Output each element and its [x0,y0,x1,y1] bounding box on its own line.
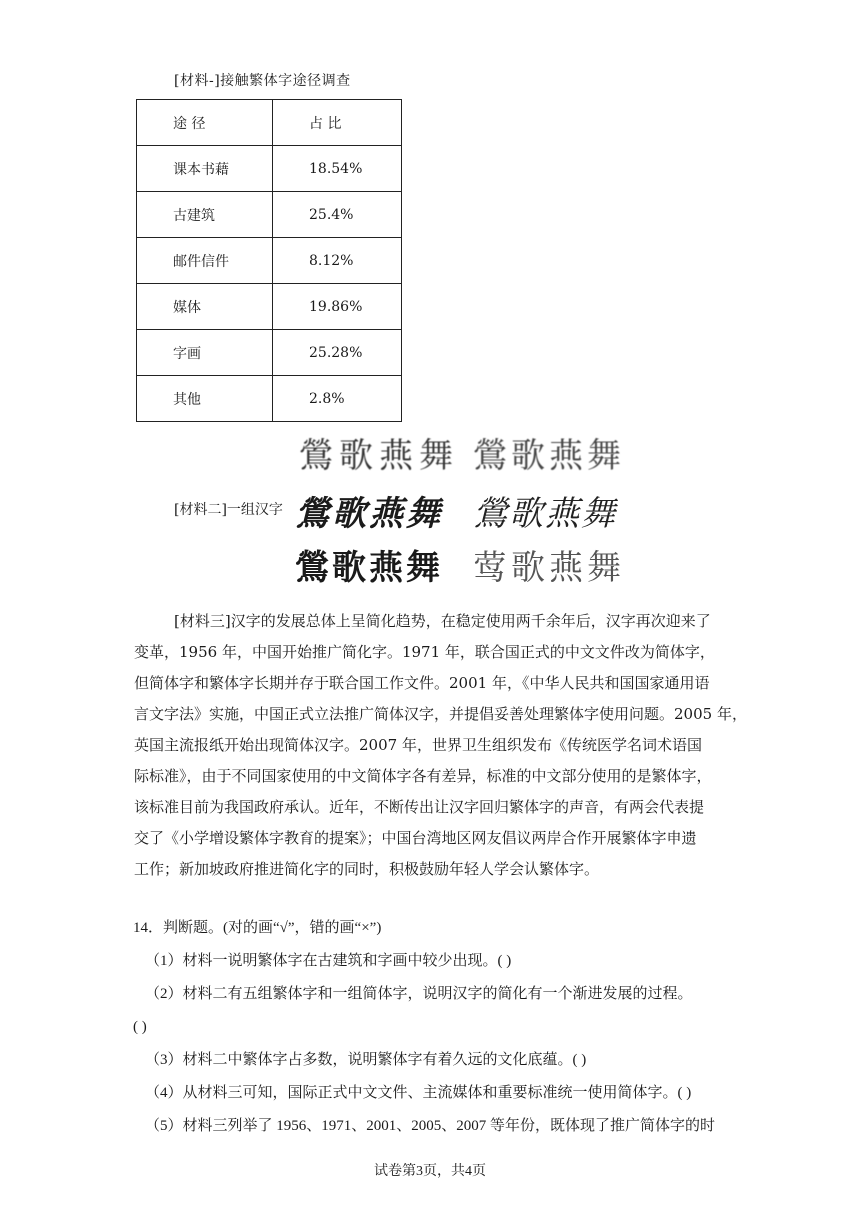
table-header-cell: 占 比 [273,100,402,146]
table-cell-channel: 字画 [137,330,273,376]
bold-script-glyphs: 鶯歌燕舞 [295,494,443,534]
question-header: 14．判断题。(对的画“√”，错的画“×”) [133,920,382,936]
calligraphy-figure [295,428,625,593]
clerical-script-glyphs: 鶯歌燕舞 [473,436,625,476]
page-footer: 试卷第3页，共4页 [374,1164,486,1179]
paragraph-line: 该标准目前为我国政府承认。近年，不断传出让汉字回归繁体字的声音，有两会代表提 [134,798,705,816]
table-row [137,284,402,330]
table-header-cell: 途 径 [137,100,273,146]
paragraph-line: 工作；新加坡政府推进简化字的同时，积极鼓励年轻人学会认繁体字。 [134,860,600,878]
question-item: （1）材料一说明繁体字在古建筑和字画中较少出现。( ) [145,953,512,969]
table-cell-percent: 8.12% [273,238,402,284]
material-2-label: [材料二]一组汉字 [174,502,283,518]
survey-table [136,99,402,422]
simplified-glyphs: 莺歌燕舞 [473,548,625,588]
calligraphy-row [295,486,617,534]
table-cell-channel: 媒体 [137,284,273,330]
question-item: （4）从材料三可知，国际正式中文文件、主流媒体和重要标准统一使用简体字。( ) [145,1085,692,1101]
table-cell-percent: 18.54% [273,146,402,192]
paragraph-line: 英国主流报纸开始出现简体汉字。2007 年，世界卫生组织发布《传统医学名词术语国 [134,736,702,754]
regular-script-glyphs: 鶯歌燕舞 [295,548,443,588]
table-cell-percent: 25.4% [273,192,402,238]
paragraph-line: 言文字法》实施，中国正式立法推广简体汉字，并提倡妥善处理繁体字使用问题。2005 年， [134,705,747,723]
table-cell-channel: 邮件信件 [137,238,273,284]
cursive-script-glyphs: 鶯歌燕舞 [473,494,617,534]
question-item: （3）材料二中繁体字占多数，说明繁体字有着久远的文化底蕴。( ) [145,1052,587,1068]
table-cell-percent: 2.8% [273,376,402,422]
answer-blank: ( ) [133,1019,147,1035]
paragraph-line: 交了《小学增设繁体字教育的提案》；中国台湾地区网友倡议两岸合作开展繁体字申遗 [134,829,697,847]
table-row [137,192,402,238]
table-cell-channel: 课本书藉 [137,146,273,192]
material-1-title: [材料-]接触繁体字途径调查 [174,73,351,89]
table-row [137,376,402,422]
table-cell-channel: 其他 [137,376,273,422]
question-14 [133,912,733,1143]
question-item: （5）材料三列举了 1956、1971、2001、2005、2007 等年份，既体现了推广简体字的时 [145,1118,716,1134]
paragraph-line: 变革，1956 年，中国开始推广简化字。1971 年，联合国正式的中文文件改为简体字， [134,643,715,661]
calligraphy-row [295,428,625,476]
paragraph-line: 但简体字和繁体字长期并存于联合国工作文件。2001 年，《中华人民共和国国家通用语 [134,674,710,692]
table-row [137,238,402,284]
paragraph-line: [材料三]汉字的发展总体上呈简化趋势，在稳定使用两千余年后，汉字再次迎来了 [174,612,711,630]
paragraph-line: 际标准》，由于不同国家使用的中文简体字各有差异，标准的中文部分使用的是繁体字， [134,767,712,785]
table-row [137,330,402,376]
table-cell-channel: 古建筑 [137,192,273,238]
material-3-paragraph [134,606,747,885]
table-cell-percent: 19.86% [273,284,402,330]
calligraphy-row [295,540,625,588]
seal-script-glyphs: 鶯歌燕舞 [299,436,459,476]
question-item: （2）材料二有五组繁体字和一组简体字，说明汉字的简化有一个渐进发展的过程。 [145,986,693,1002]
table-header-row [137,100,402,146]
table-cell-percent: 25.28% [273,330,402,376]
table-row [137,146,402,192]
